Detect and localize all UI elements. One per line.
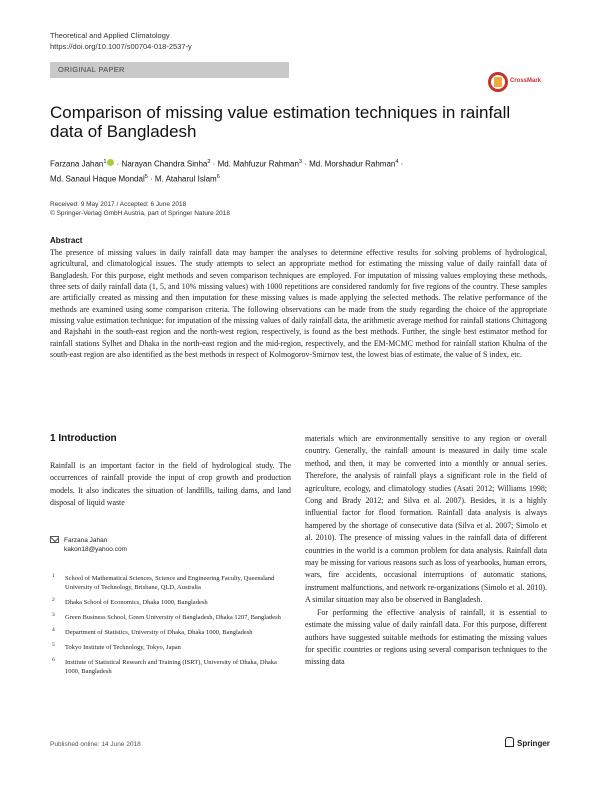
affiliation-text: Tokyo Institute of Technology, Tokyo, Japan	[65, 644, 181, 651]
author-name[interactable]: Farzana Jahan	[50, 159, 104, 169]
envelope-icon	[50, 536, 59, 543]
affiliation-item	[50, 574, 291, 592]
section-heading-introduction: 1 Introduction	[50, 433, 117, 444]
author-affiliation-number: 6	[216, 173, 220, 180]
author-name[interactable]: Md. Sanaul Haque Mondal	[50, 174, 145, 184]
affiliation-number: 6	[52, 657, 55, 663]
affiliation-item	[50, 598, 291, 607]
affiliations-list	[50, 574, 291, 682]
affiliation-item	[50, 643, 291, 652]
article-title: Comparison of missing value estimation techniques in rainfall data of Bangladesh	[50, 103, 511, 141]
author-affiliation-number: 5	[144, 173, 148, 180]
affiliation-number: 4	[52, 627, 55, 633]
affiliation-number: 3	[52, 612, 55, 618]
springer-horse-icon	[505, 737, 514, 747]
author-affiliation-number: 1	[103, 159, 107, 165]
affiliation-text: Institute of Statistical Research and Training (ISRT), University of Dhaka, Dhaka 1000, Bangladesh	[65, 659, 277, 675]
intro-paragraph-right-2	[305, 607, 547, 669]
affiliation-text: Department of Statistics, University of Dhaka, Dhaka 1000, Bangladesh	[65, 629, 253, 636]
crossmark-label: CrossMark	[510, 78, 542, 84]
published-online-date: Published online: 14 June 2018	[50, 741, 141, 748]
crossmark-logo[interactable]	[488, 72, 548, 96]
author-separator: ·	[210, 159, 218, 169]
affiliation-text: Dhaka School of Economics, Dhaka 1000, Bangladesh	[65, 599, 208, 606]
doi-link[interactable]: https://doi.org/10.1007/s00704-018-2537-y	[50, 42, 192, 51]
abstract-text: The presence of missing values in daily rainfall data may hamper the analyses to determine effective results for solving problems of hydrological, agricultural, and climatological issues. The study attempts to select an appropriate method for estimating the missing value of daily rainfall data of Bangladesh. For this purpose, eight methods and seven comparison techniques are employed. For imputation of missing values employing these methods, three sets of daily rainfall data (1, 5, and 10% missing values) with 1000 repetitions are considered randomly for five regions of the country. These samples are artificially created as missing and then imputation for these missing values is made applying the selected methods. The relative performance of the methods are examined using some comparison criteria. The following observations can be made from the study regarding the choice of the appropriate missing value estimation technique: for imputation of the missing values of daily rainfall data, the arithmetic average method for rainfall stations Chittagong and Rajshahi in the south-east region and the north-west region, respectively, is found as the best methods. Further, the single best estimator method for rainfall stations Sylhet and Dhaka in the north-east region and the mid-region, respectively, and the EM-MCMC method for rainfall station Khulna of the south-east region are also identified as the best methods in respect of Kolmogorov-Smirnov test, the lowest bias of estimate, the value of S index, etc.	[50, 248, 547, 360]
author-name[interactable]: Narayan Chandra Sinha	[121, 159, 208, 169]
affiliation-number: 1	[52, 573, 55, 579]
intro-column-right	[305, 433, 547, 669]
intro-right-text-1: materials which are environmentally sensitive to any region or overall country. Generally, the rainfall amount is measured in daily time scale method, and then, it may be converted into a monthly or annual series. Therefore, the analysis of rainfall plays a significant role in the field of agriculture, ecology, and climatology studies (Asati 2012; Williams 1998; Cong and Brady 2012; and Silva et al. 2007). Besides, it is a highly influential factor for flood formation. Rainfall data analysis is always hampered by the shortage of consecutive data (Silva et al. 2007; Simolo et al. 2010). The presence of missing values in the rainfall data of different countries in the world is a common problem for data analysis. Rainfall data may be missing for various reasons such as loss of yearbooks, human errors, wars, fire accidents, occasional interruptions of automatic stations, instrument malfunctions, and network re-organizations (Simolo et al. 2010). A similar situation may also be observed in Bangladesh.	[305, 434, 547, 605]
abstract-heading: Abstract	[50, 236, 83, 245]
author-separator: ·	[114, 159, 122, 169]
affiliation-item	[50, 658, 291, 676]
intro-paragraph-right-1	[305, 433, 547, 607]
author-name[interactable]: Md. Morshadur Rahman	[309, 159, 396, 169]
article-type-badge: ORIGINAL PAPER	[50, 62, 289, 78]
journal-header	[50, 30, 192, 52]
contact-name: Farzana Jahan	[64, 537, 108, 544]
author-separator: ·	[398, 159, 404, 169]
publisher-name: Springer	[517, 739, 550, 748]
author-affiliation-number: 4	[395, 159, 399, 165]
author-separator: ·	[147, 174, 155, 184]
intro-paragraph-left: Rainfall is an important factor in the field of hydrological study. The occurrences of rainfall provide the input of crop growth and production models. It also indicates the situation of landfills, tailing dams, and land disposal of liquid waste	[50, 461, 291, 508]
affiliation-item	[50, 628, 291, 637]
contact-email[interactable]: kakon18@yahoo.com	[64, 546, 127, 553]
article-dates	[50, 200, 230, 218]
author-name[interactable]: M. Ataharul Islam	[154, 174, 217, 184]
affiliation-number: 2	[52, 597, 55, 603]
affiliation-number: 5	[52, 642, 55, 648]
author-separator: ·	[302, 159, 310, 169]
journal-name: Theoretical and Applied Climatology	[50, 31, 170, 40]
affiliation-text: School of Mathematical Sciences, Science and Engineering Faculty, Queensland University of Technology, Brisbane, QLD, Australia	[65, 575, 275, 591]
author-affiliation-number: 3	[298, 159, 302, 165]
author-name[interactable]: Md. Mahfuzur Rahman	[217, 159, 299, 169]
received-accepted: Received: 9 May 2017 / Accepted: 6 June 2018	[50, 201, 187, 208]
corresponding-author	[50, 536, 291, 554]
affiliation-item	[50, 613, 291, 622]
copyright-notice: © Springer-Verlag GmbH Austria, part of Springer Nature 2018	[50, 210, 231, 217]
affiliation-text: Green Business School, Green University of Bangladesh, Dhaka 1207, Bangladesh	[65, 614, 281, 621]
author-affiliation-number: 2	[207, 159, 211, 165]
springer-logo[interactable]	[505, 737, 550, 748]
author-list	[50, 156, 550, 185]
intro-right-text-2: For performing the effective analysis of rainfall, it is essential to estimate the missing value of daily rainfall data. For this purpose, different authors have suggested suitable methods for estimating the missing values for specific countries or regions using several comparison techniques to the missing data	[305, 607, 547, 667]
crossmark-bookmark-icon	[494, 77, 502, 87]
